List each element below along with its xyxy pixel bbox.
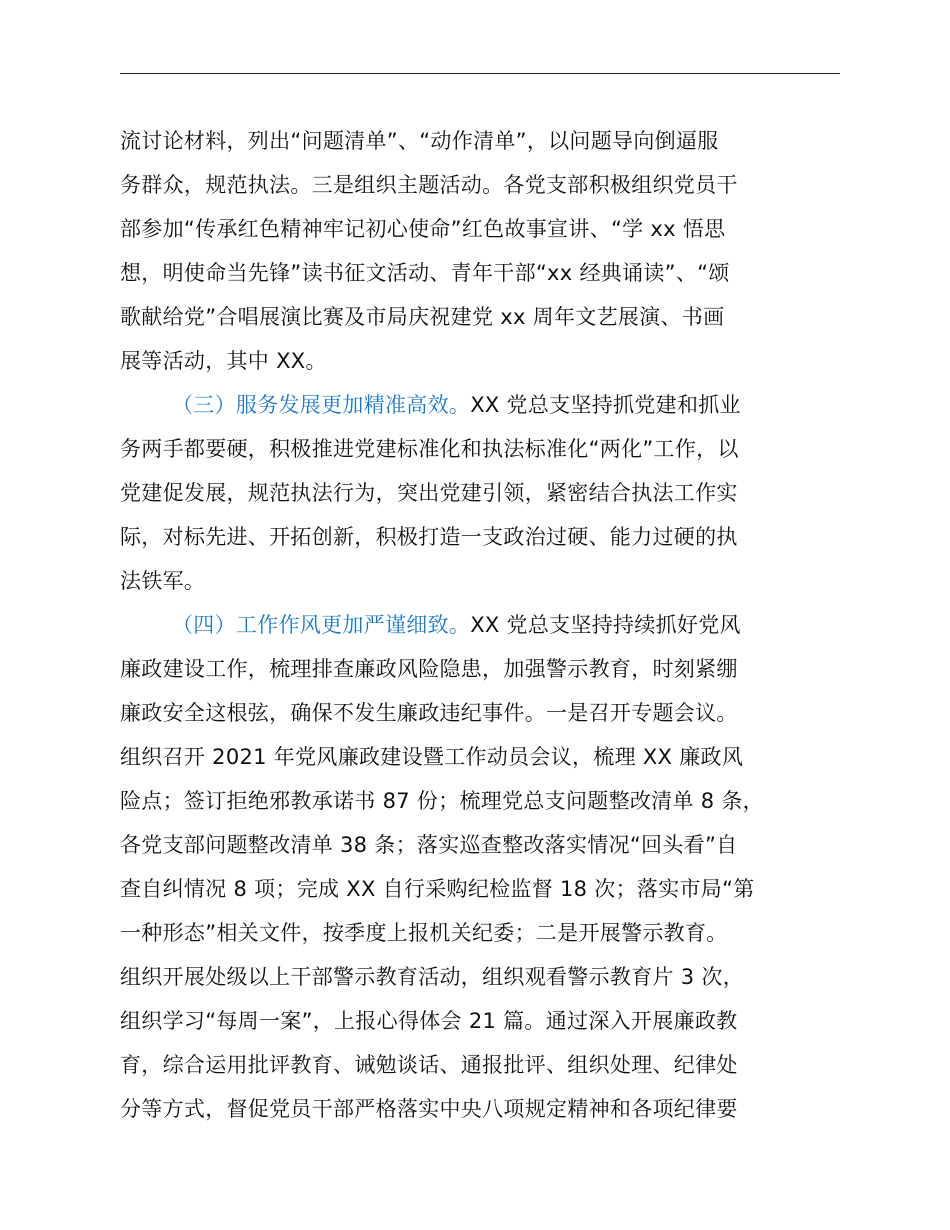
text-line: 想，明使命当先锋”读书征文活动、青年干部“xx 经典诵读”、“颂 — [120, 261, 730, 285]
text-line: 务群众，规范执法。三是组织主题活动。各党支部积极组织党员干 — [120, 173, 738, 197]
text-line: 法铁军。 — [120, 569, 206, 593]
section-3-heading: （三）服务发展更加精准高效。 — [172, 393, 471, 417]
section-4-first-line — [120, 603, 880, 647]
text-line: 各党支部问题整改清单 38 条；落实巡查整改落实情况“回头看”自 — [120, 833, 738, 857]
section-3-lead-text: XX 党总支坚持抓党建和抓业 — [470, 393, 741, 417]
section-4-heading: （四）工作作风更加严谨细致。 — [172, 613, 471, 637]
text-line: 部参加“传承红色精神牢记初心使命”红色故事宣讲、“学 xx 悟思 — [120, 217, 726, 241]
text-line: 组织学习“每周一案”，上报心得体会 21 篇。通过深入开展廉政教 — [120, 1009, 738, 1033]
header-rule — [120, 73, 840, 74]
text-line: 党建促发展，规范执法行为，突出党建引领，紧密结合执法工作实 — [120, 481, 738, 505]
text-line: 一种形态”相关文件，按季度上报机关纪委；二是开展警示教育。 — [120, 921, 728, 945]
text-line: 组织召开 2021 年党风廉政建设暨工作动员会议，梳理 XX 廉政风 — [120, 745, 744, 769]
section-3-first-line — [120, 383, 880, 427]
text-line: 廉政安全这根弦，确保不发生廉政违纪事件。一是召开专题会议。 — [120, 701, 738, 725]
text-line: 育，综合运用批评教育、诫勉谈话、通报批评、组织处理、纪律处 — [120, 1053, 738, 1077]
text-line: 流讨论材料，列出“问题清单”、“动作清单”，以问题导向倒逼服 — [120, 129, 719, 153]
text-line: 廉政建设工作，梳理排查廉政风险隐患，加强警示教育，时刻紧绷 — [120, 657, 738, 681]
text-line: 务两手都要硬，积极推进党建标准化和执法标准化“两化”工作，以 — [120, 437, 739, 461]
text-line: 组织开展处级以上干部警示教育活动，组织观看警示教育片 3 次， — [120, 965, 745, 989]
text-line: 际，对标先进、开拓创新，积极打造一支政治过硬、能力过硬的执 — [120, 525, 738, 549]
body-text — [120, 119, 880, 1131]
text-line: 分等方式，督促党员干部严格落实中央八项规定精神和各项纪律要 — [120, 1097, 738, 1121]
text-line: 险点；签订拒绝邪教承诺书 87 份；梳理党总支问题整改清单 8 条， — [120, 789, 764, 813]
section-4-lead-text: XX 党总支坚持持续抓好党风 — [470, 613, 741, 637]
text-line: 查自纠情况 8 项；完成 XX 自行采购纪检监督 18 次；落实市局“第 — [120, 877, 755, 901]
text-line: 展等活动，其中 XX。 — [120, 349, 327, 373]
text-line: 歌献给党”合唱展演比赛及市局庆祝建党 xx 周年文艺展演、书画 — [120, 305, 725, 329]
